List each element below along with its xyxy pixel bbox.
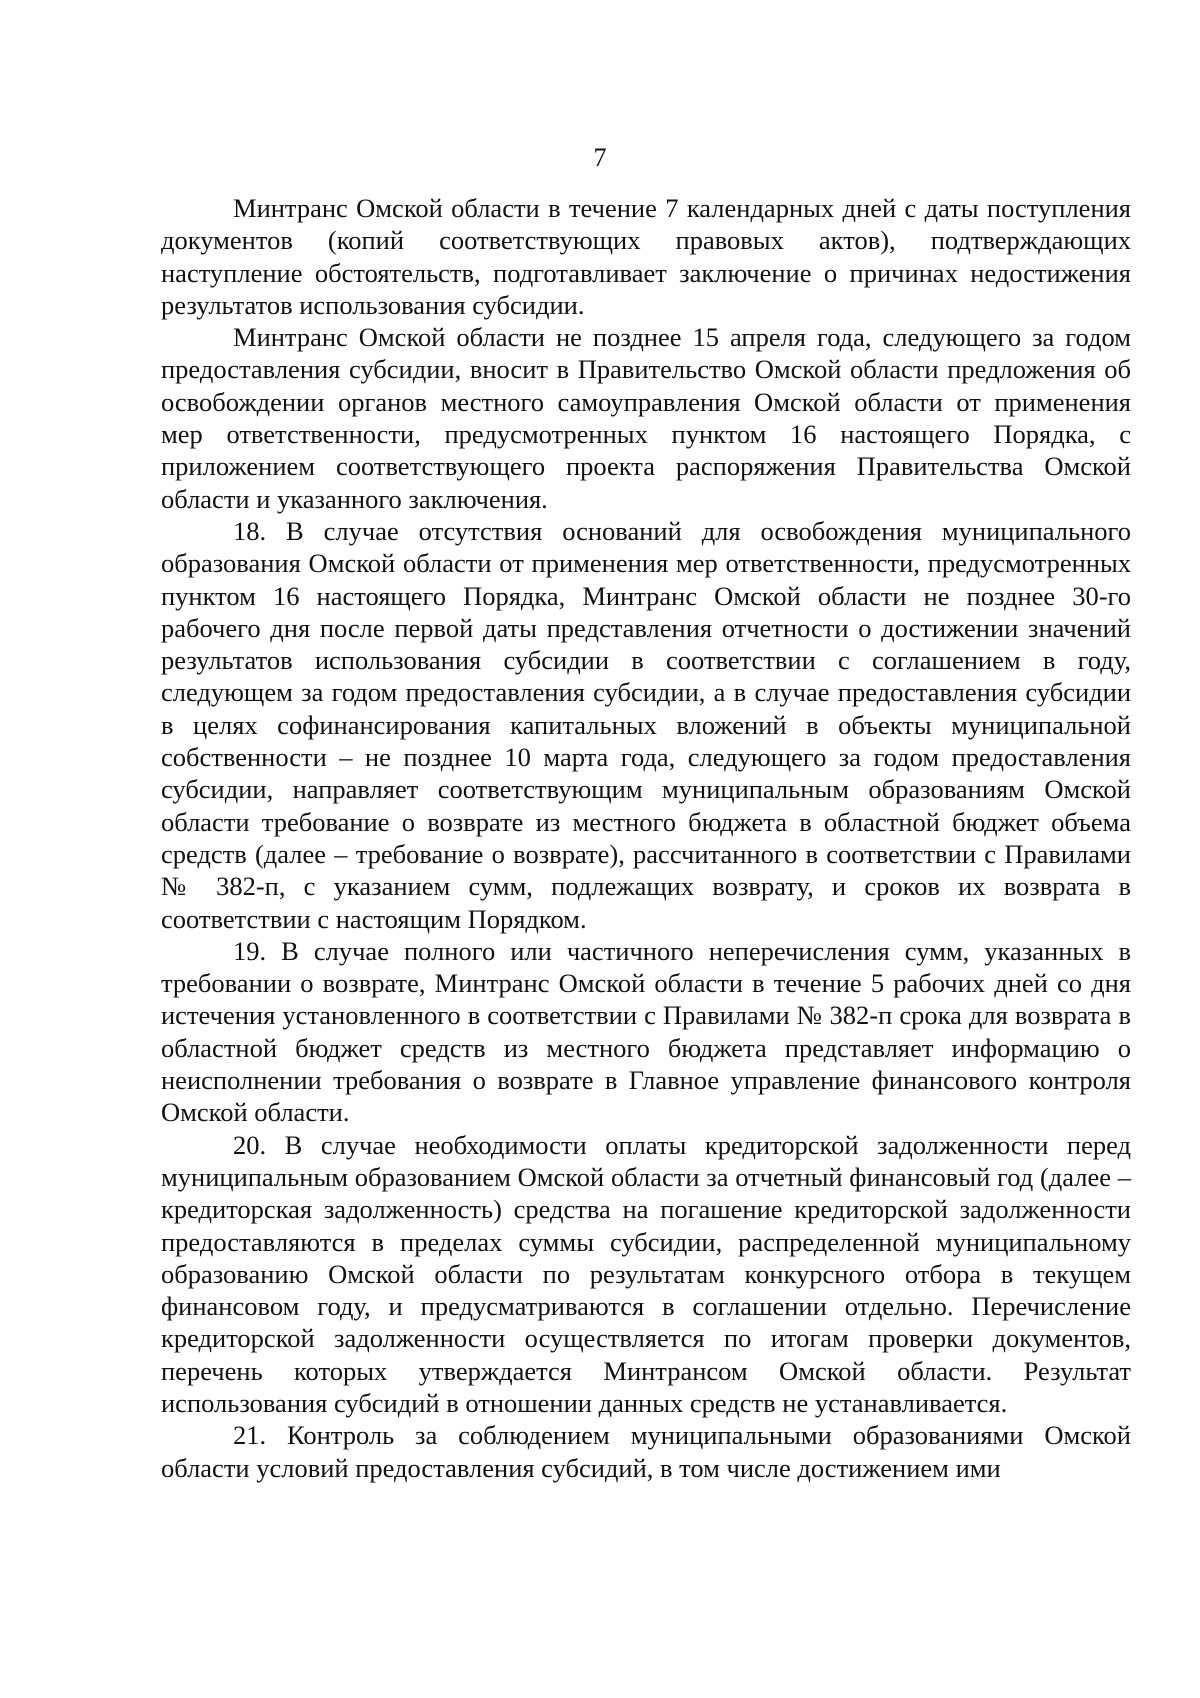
paragraph-18: 18. В случае отсутствия оснований для освобождения муниципального образования Омской области от применения мер ответственности, предусмотренных пунктом 16 настоящего Порядка, Минтранс Омской области не позднее 30-го рабочего дня после первой даты представления отчетности о достижении значений результатов использования субсидии в соответствии с соглашением в году, следующем за годом предоставления субсидии, а в случае предоставления субсидии в целях софинансирования капитальных вложений в объекты муниципальной собственности – не позднее 10 марта года, следующего за годом предоставления субсидии, направляет соответствующим муниципальным образованиям Омской области требование о возврате из местного бюджета в областной бюджет объема средств (далее – требование о возврате), рассчитанного в соответствии с Правилами № 382-п, с указанием сумм, подлежащих возврату, и сроков их возврата в соответствии с настоящим Порядком. [161, 515, 1131, 934]
paragraph-proposals: Минтранс Омской области не позднее 15 апреля года, следующего за годом предоставления субсидии, вносит в Правительство Омской области предложения об освобождении органов местного самоуправления Омской области от применения мер ответственности, предусмотренных пунктом 16 настоящего Порядка, с приложением соответствующего проекта распоряжения Правительства Омской области и указанного заключения. [161, 322, 1131, 514]
page-number: 7 [593, 143, 607, 172]
paragraph-19: 19. В случае полного или частичного неперечисления сумм, указанных в требовании о возврате, Минтранс Омской области в течение 5 рабочих дней со дня истечения установленного в соответствии с Правилами № 382-п срока для возврата в областной бюджет средств из местного бюджета представляет информацию о неисполнении требования о возврате в Главное управление финансового контроля Омской области. [161, 935, 1131, 1128]
paragraph-21: 21. Контроль за соблюдением муниципальными образованиями Омской области условий предоставления субсидий, в том числе достижением ими [161, 1420, 1131, 1483]
paragraph-20: 20. В случае необходимости оплаты кредиторской задолженности перед муниципальным образованием Омской области за отчетный финансовый год (далее – кредиторская задолженность) средства на погашение кредиторской задолженности предоставляются в пределах суммы субсидии, распределенной муниципальному образованию Омской области по результатам конкурсного отбора в текущем финансовом году, и предусматриваются в соглашении отдельно. Перечисление кредиторской задолженности осуществляется по итогам проверки документов, перечень которых утверждается Минтрансом Омской области. Результат использования субсидий в отношении данных средств не устанавливается. [161, 1129, 1131, 1418]
document-body [161, 192, 1131, 1484]
paragraph-conclusion: Минтранс Омской области в течение 7 календарных дней с даты поступления документов (копий соответствующих правовых актов), подтверждающих наступление обстоятельств, подготавливает заключение о причинах недостижения результатов использования субсидии. [161, 193, 1131, 320]
